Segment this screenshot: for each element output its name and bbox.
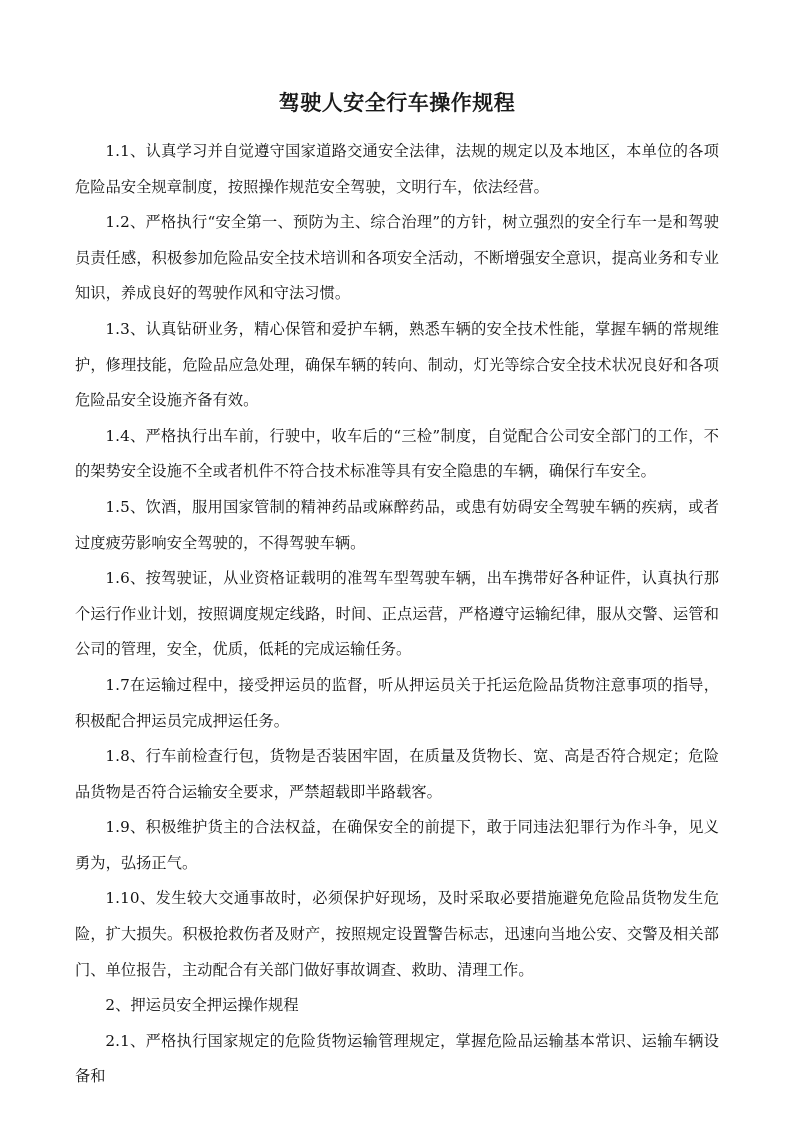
- paragraph-1-3: 1.3、认真钻研业务，精心保管和爱护车辆，熟悉车辆的安全技术性能，掌握车辆的常规维护，修理技能，危险品应急处理，确保车辆的转向、制动，灯光等综合安全技术状况良好和各项危险品安全设施齐备有效。: [75, 319, 719, 410]
- paragraph-1-6: 1.6、按驾驶证，从业资格证载明的准驾车型驾驶车辆，出车携带好各种证件，认真执行那个运行作业计划，按照调度规定线路，时间、正点运营，严格遵守运输纪律，服从交警、运管和公司的管理，安全，优质，低耗的完成运输任务。: [75, 569, 719, 659]
- paragraph-1-8: 1.8、行车前检查行包，货物是否装困牢固，在质量及货物长、宽、高是否符合规定；危险品货物是否符合运输安全要求，严禁超载即半路载客。: [75, 747, 719, 801]
- paragraph-2-1: 2.1、严格执行国家规定的危险货物运输管理规定，掌握危险品运输基本常识、运输车辆设备和: [75, 1031, 719, 1086]
- paragraph-1-7: 1.7在运输过程中，接受押运员的监督，听从押运员关于托运危险品货物注意事项的指导，积极配合押运员完成押运任务。: [75, 675, 719, 730]
- paragraph-1-1: 1.1、认真学习并自觉遵守国家道路交通安全法律，法规的规定以及本地区，本单位的各项危险品安全规章制度，按照操作规范安全驾驶，文明行车，依法经营。: [75, 142, 719, 196]
- paragraph-1-10: 1.10、发生较大交通事故时，必须保护好现场，及时采取必要措施避免危险品货物发生危险，扩大损失。积极抢救伤者及财产，按照规定设置警告标志，迅速向当地公安、交警及相关部门、单位报告，主动配合有关部门做好事故调查、救助、清理工作。: [75, 889, 719, 979]
- paragraph-1-4: 1.4、严格执行出车前，行驶中，收车后的“三检”制度，自觉配合公司安全部门的工作，不的架势安全设施不全或者机件不符合技术标准等具有安全隐患的车辆，确保行车安全。: [75, 426, 719, 481]
- page-title: 驾驶人安全行车操作规程: [278, 91, 516, 115]
- paragraph-1-2: 1.2、严格执行“安全第一、预防为主、综合治理”的方针，树立强烈的安全行车一是和驾驶员责任感，积极参加危险品安全技术培训和各项安全活动，不断增强安全意识，提高业务和专业知识，养成良好的驾驶作风和守法习惯。: [75, 213, 719, 303]
- document-body: [75, 88, 719, 1095]
- paragraph-1-9: 1.9、积极维护货主的合法权益，在确保安全的前提下，敢于同违法犯罪行为作斗争，见义勇为，弘扬正气。: [75, 818, 719, 872]
- paragraph-2: 2、押运员安全押运操作规程: [105, 996, 299, 1015]
- paragraph-1-5: 1.5、饮酒，服用国家管制的精神药品或麻醉药品，或患有妨碍安全驾驶车辆的疾病，或者过度疲劳影响安全驾驶的，不得驾驶车辆。: [75, 497, 719, 552]
